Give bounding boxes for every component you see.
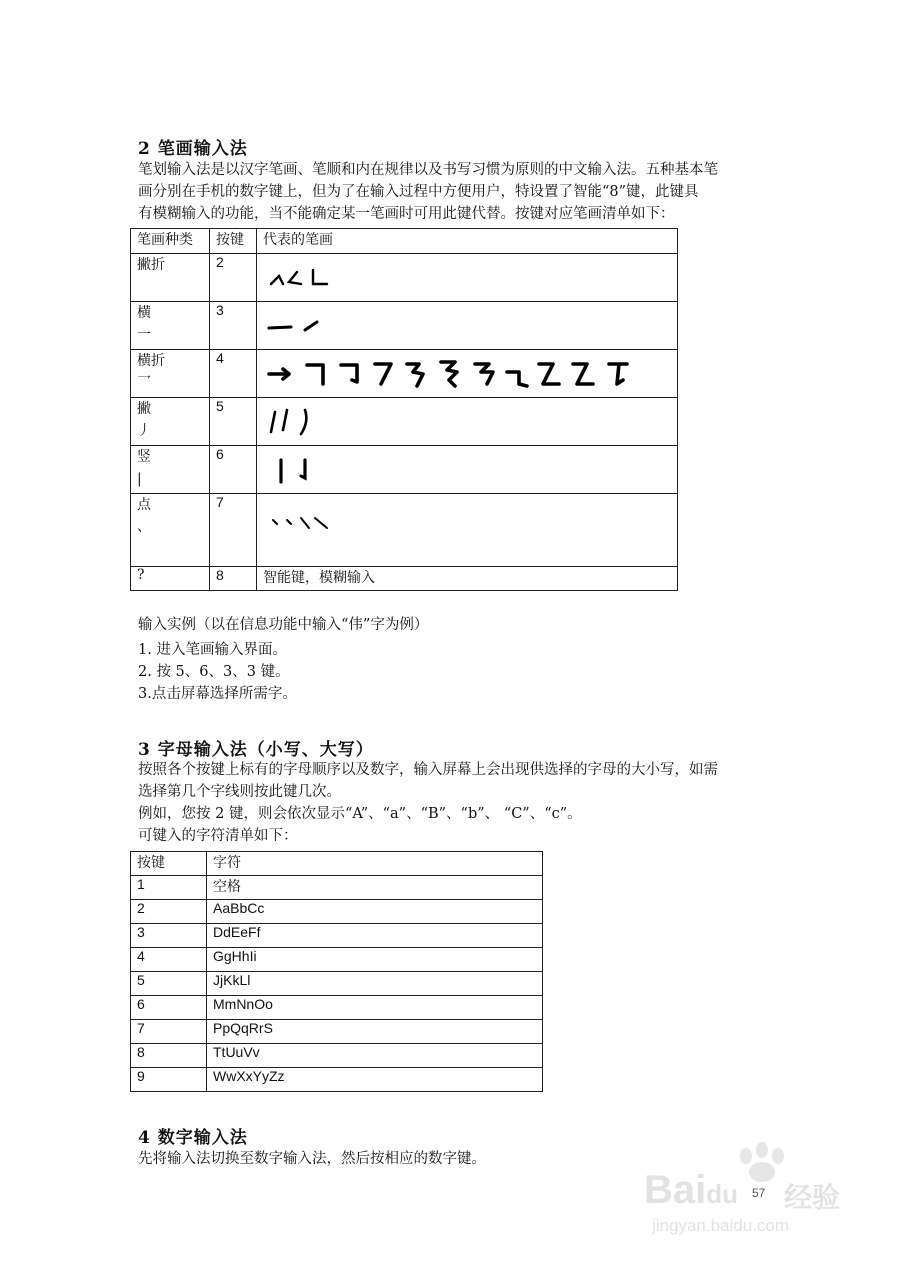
- section-3-paragraph: [138, 759, 778, 847]
- table-header: 按键: [131, 852, 207, 876]
- table-row: [131, 350, 678, 398]
- table-header: 按键: [210, 229, 257, 254]
- table-row: [131, 996, 543, 1020]
- paragraph-line: 笔划输入法是以汉字笔画、笔顺和内在规律以及书写习惯为原则的中文输入法。五种基本笔: [138, 162, 718, 178]
- chars-cell: MmNnOo: [207, 996, 543, 1020]
- step-item: 2. 按 5、6、3、3 键。: [138, 664, 290, 680]
- type-line: |: [137, 471, 142, 487]
- key-cell: 4: [131, 948, 207, 972]
- paragraph-line: 按照各个按键上标有的字母顺序以及数字，输入屏幕上会出现供选择的字母的大小写，如需: [138, 762, 718, 778]
- table-header: 代表的笔画: [257, 229, 678, 254]
- paragraph-line: 可键入的字符清单如下：: [138, 828, 298, 844]
- table-row: [131, 398, 678, 446]
- type-line: 撇: [137, 401, 151, 417]
- type-line: 、: [137, 519, 151, 535]
- type-line: 竖: [137, 449, 151, 465]
- chars-cell: WwXxYyZz: [207, 1068, 543, 1092]
- paragraph-line: 画分别在手机的数字键上，但为了在输入过程中方便用户，特设置了智能“8”键，此键具: [138, 184, 699, 200]
- table-header: 字符: [207, 852, 543, 876]
- table-row: [131, 972, 543, 996]
- stroke-type: [131, 398, 210, 446]
- stroke-type: [131, 494, 210, 567]
- paragraph-line: 选择第几个字线则按此键几次。: [138, 784, 341, 800]
- page-number: 57: [752, 1186, 766, 1200]
- chars-cell: TtUuVv: [207, 1044, 543, 1068]
- table-row: [131, 254, 678, 302]
- chars-cell: PpQqRrS: [207, 1020, 543, 1044]
- table-row: [131, 1068, 543, 1092]
- section-4-heading: 4 数字输入法: [138, 1128, 248, 1148]
- baidu-watermark: [644, 1142, 864, 1242]
- stroke-key: 6: [210, 446, 257, 494]
- section-2-paragraph: [138, 159, 778, 225]
- key-cell: 5: [131, 972, 207, 996]
- table-row: [131, 948, 543, 972]
- strokes-4-icon: [257, 350, 678, 398]
- stroke-type: 撇折: [131, 254, 210, 302]
- section-2-heading: 2 笔画输入法: [138, 139, 248, 159]
- stroke-type: [131, 302, 210, 350]
- table-header: 笔画种类: [131, 229, 210, 254]
- key-cell: 3: [131, 924, 207, 948]
- watermark-url: jingyan.baidu.com: [652, 1216, 790, 1235]
- stroke-type: [131, 350, 210, 398]
- step-item: 1. 进入笔画输入界面。: [138, 642, 287, 658]
- paragraph-line: 例如，您按 2 键，则会依次显示“A”、“a”、“B”、“b”、 “C”、“c”。: [138, 806, 582, 822]
- paragraph-line: 有模糊输入的功能，当不能确定某一笔画时可用此键代替。按键对应笔画清单如下：: [138, 206, 675, 222]
- stroke-key: 4: [210, 350, 257, 398]
- watermark-brand2: du: [706, 1179, 739, 1209]
- example-steps: [138, 639, 297, 705]
- stroke-key: 7: [210, 494, 257, 567]
- strokes-text: 智能键，模糊输入: [257, 567, 678, 591]
- stroke-key: 2: [210, 254, 257, 302]
- key-cell: 9: [131, 1068, 207, 1092]
- table-header-row: [131, 229, 678, 254]
- table-header-row: [131, 852, 543, 876]
- stroke-type: [131, 446, 210, 494]
- table-row: [131, 900, 543, 924]
- stroke-key: 5: [210, 398, 257, 446]
- type-line: 横折: [137, 353, 165, 369]
- table-row: [131, 567, 678, 591]
- table-row: [131, 494, 678, 567]
- type-line: 丿: [137, 423, 151, 439]
- strokes-3-icon: [257, 302, 678, 350]
- key-cell: 2: [131, 900, 207, 924]
- watermark-cn: 经验: [784, 1182, 841, 1213]
- table-row: [131, 876, 543, 900]
- example-title: 输入实例（以在信息功能中输入“伟”字为例）: [138, 617, 429, 633]
- stroke-type: ?: [131, 567, 210, 591]
- table-row: [131, 924, 543, 948]
- key-cell: 6: [131, 996, 207, 1020]
- watermark-brand: Bai: [644, 1168, 707, 1212]
- table-row: [131, 1044, 543, 1068]
- key-cell: 7: [131, 1020, 207, 1044]
- type-line: 点: [137, 497, 151, 513]
- table-row: [131, 446, 678, 494]
- strokes-5-icon: [257, 398, 678, 446]
- table-row: [131, 302, 678, 350]
- letter-table: [130, 851, 543, 1092]
- type-line: 乛: [137, 375, 151, 391]
- type-line: 一: [137, 327, 151, 343]
- stroke-key: 8: [210, 567, 257, 591]
- table-row: [131, 1020, 543, 1044]
- section-3-heading: 3 字母输入法（小写、大写）: [138, 740, 374, 760]
- section-4-paragraph: 先将输入法切换至数字输入法，然后按相应的数字键。: [138, 1151, 486, 1167]
- step-item: 3.点击屏幕选择所需字。: [138, 686, 297, 702]
- stroke-table: [130, 228, 678, 591]
- strokes-6-icon: [257, 446, 678, 494]
- key-cell: 1: [131, 876, 207, 900]
- chars-cell: AaBbCc: [207, 900, 543, 924]
- paw-icon: [732, 1142, 792, 1182]
- stroke-key: 3: [210, 302, 257, 350]
- chars-cell: 空格: [207, 876, 543, 900]
- chars-cell: DdEeFf: [207, 924, 543, 948]
- chars-cell: GgHhIi: [207, 948, 543, 972]
- key-cell: 8: [131, 1044, 207, 1068]
- strokes-2-icon: [257, 254, 678, 302]
- strokes-7-icon: [257, 494, 678, 567]
- chars-cell: JjKkLl: [207, 972, 543, 996]
- type-line: 横: [137, 305, 151, 321]
